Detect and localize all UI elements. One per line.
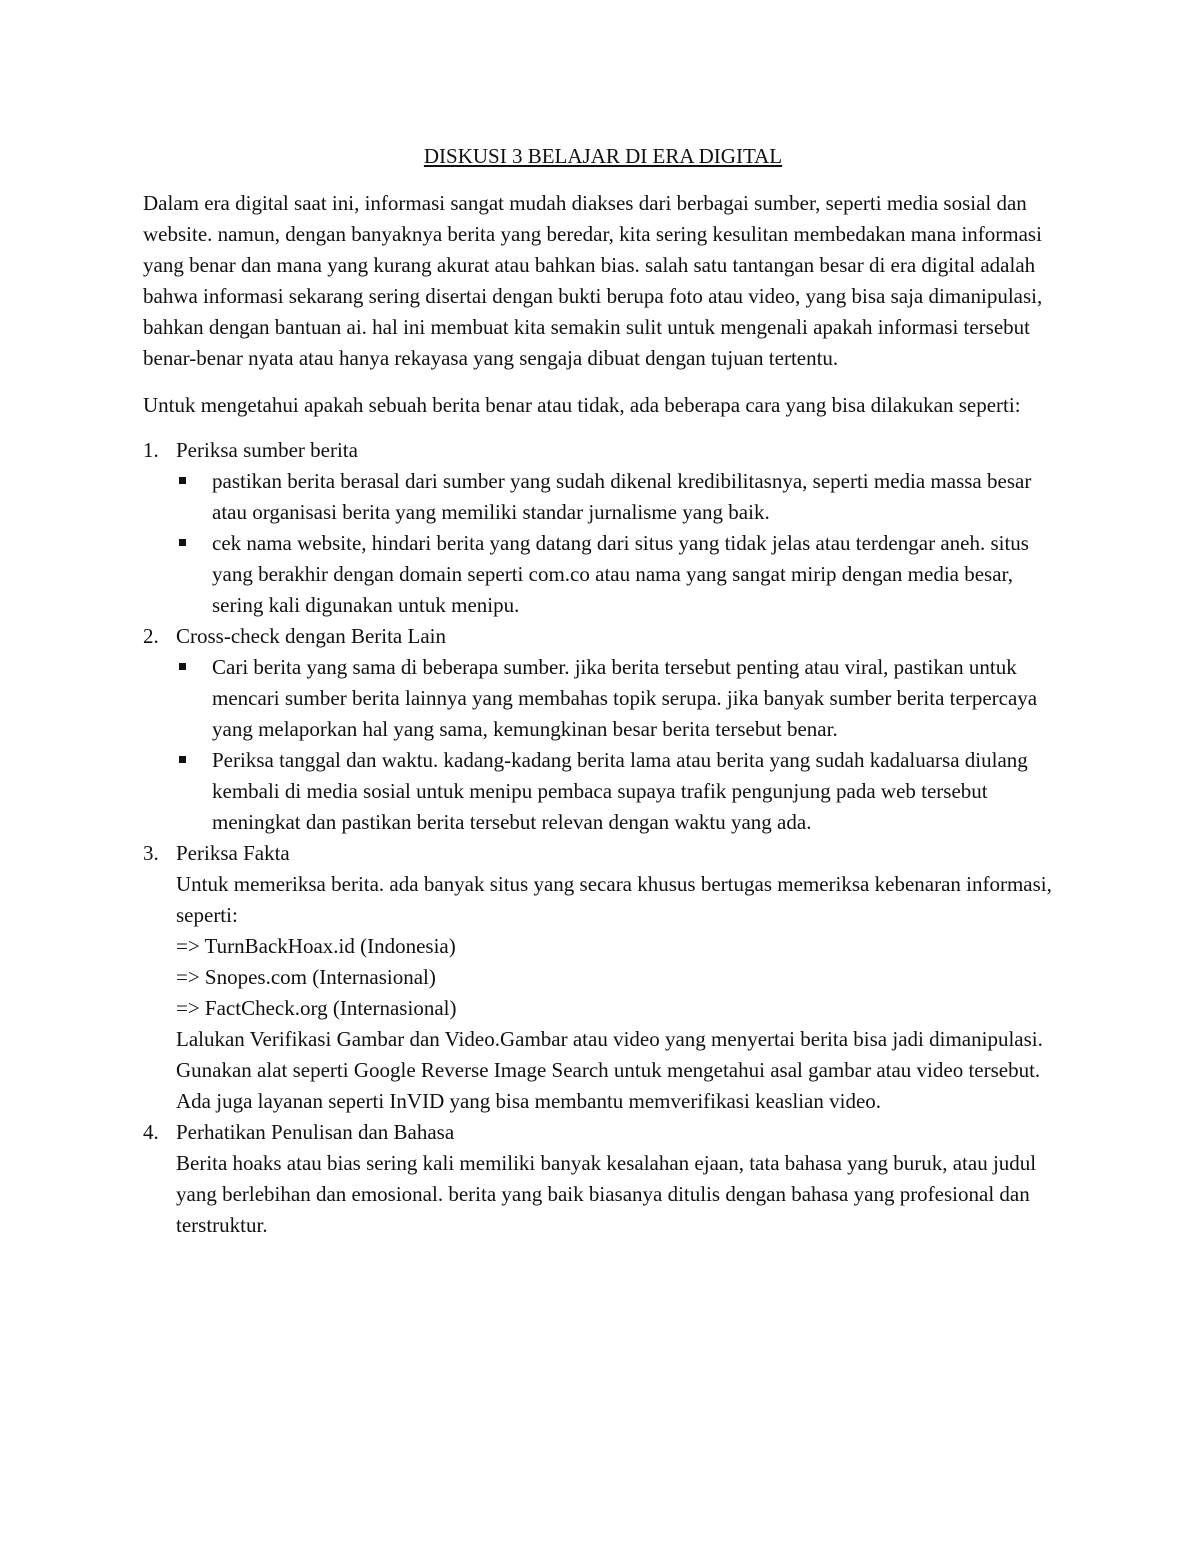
bullet-item <box>176 528 1063 621</box>
item-heading: Periksa sumber berita <box>176 438 358 462</box>
item-number: 3. <box>143 841 159 865</box>
square-bullet-icon <box>179 477 186 484</box>
list-item <box>143 838 1063 1117</box>
fact-check-site: => Snopes.com (Internasional) <box>176 965 436 989</box>
bullet-text: pastikan berita berasal dari sumber yang sudah dikenal kredibilitasnya, seperti media massa besar atau organisasi berita yang memiliki standar jurnalisme yang baik. <box>212 469 1032 524</box>
item-body-outro: Lalukan Verifikasi Gambar dan Video.Gambar atau video yang menyertai berita bisa jadi dimanipulasi. Gunakan alat seperti Google Reverse Image Search untuk mengetahui asal gambar atau video tersebut. Ada juga layanan seperti InVID yang bisa membantu memverifikasi keaslian video. <box>176 1027 1043 1113</box>
document-title: DISKUSI 3 BELAJAR DI ERA DIGITAL <box>423 144 783 168</box>
square-bullet-icon <box>179 756 186 763</box>
bullet-list <box>176 652 1063 838</box>
square-bullet-icon <box>179 663 186 670</box>
fact-check-site: => TurnBackHoax.id (Indonesia) <box>176 934 456 958</box>
lead-paragraph: Untuk mengetahui apakah sebuah berita benar atau tidak, ada beberapa cara yang bisa dilakukan seperti: <box>143 393 1021 417</box>
item-heading: Periksa Fakta <box>176 841 290 865</box>
bullet-text: cek nama website, hindari berita yang datang dari situs yang tidak jelas atau terdengar aneh. situs yang berakhir dengan domain seperti com.co atau nama yang sangat mirip dengan media besar, sering kali digunakan untuk menipu. <box>212 531 1029 617</box>
document-content <box>143 141 1063 1241</box>
square-bullet-icon <box>179 539 186 546</box>
bullet-text: Periksa tanggal dan waktu. kadang-kadang berita lama atau berita yang sudah kadaluarsa diulang kembali di media sosial untuk menipu pembaca supaya trafik pengunjung pada web tersebut meningkat dan pastikan berita tersebut relevan dengan waktu yang ada. <box>212 748 1028 834</box>
bullet-item <box>176 745 1063 838</box>
item-number: 1. <box>143 438 159 462</box>
list-item <box>143 435 1063 621</box>
bullet-text: Cari berita yang sama di beberapa sumber. jika berita tersebut penting atau viral, pastikan untuk mencari sumber berita lainnya yang membahas topik serupa. jika banyak sumber berita terpercaya yang melaporkan hal yang sama, kemungkinan besar berita tersebut benar. <box>212 655 1038 741</box>
bullet-item <box>176 652 1063 745</box>
fact-check-site: => FactCheck.org (Internasional) <box>176 996 457 1020</box>
item-number: 4. <box>143 1120 159 1144</box>
item-body-intro: Untuk memeriksa berita. ada banyak situs yang secara khusus bertugas memeriksa kebenaran informasi, seperti: <box>176 872 1052 927</box>
item-number: 2. <box>143 624 159 648</box>
intro-paragraph: Dalam era digital saat ini, informasi sangat mudah diakses dari berbagai sumber, seperti media sosial dan website. namun, dengan banyaknya berita yang beredar, kita sering kesulitan membedakan mana informasi yang benar dan mana yang kurang akurat atau bahkan bias. salah satu tantangan besar di era digital adalah bahwa informasi sekarang sering disertai dengan bukti berupa foto atau video, yang bisa saja dimanipulasi, bahkan dengan bantuan ai. hal ini membuat kita semakin sulit untuk mengenali apakah informasi tersebut benar-benar nyata atau hanya rekayasa yang sengaja dibuat dengan tujuan tertentu. <box>143 191 1043 370</box>
item-heading: Perhatikan Penulisan dan Bahasa <box>176 1120 455 1144</box>
list-item <box>143 621 1063 838</box>
steps-list <box>143 435 1063 1241</box>
bullet-list <box>176 466 1063 621</box>
item-body-text: Berita hoaks atau bias sering kali memiliki banyak kesalahan ejaan, tata bahasa yang buruk, atau judul yang berlebihan dan emosional. berita yang baik biasanya ditulis dengan bahasa yang profesional dan terstruktur. <box>176 1151 1037 1237</box>
item-heading: Cross-check dengan Berita Lain <box>176 624 446 648</box>
bullet-item <box>176 466 1063 528</box>
list-item <box>143 1117 1063 1241</box>
